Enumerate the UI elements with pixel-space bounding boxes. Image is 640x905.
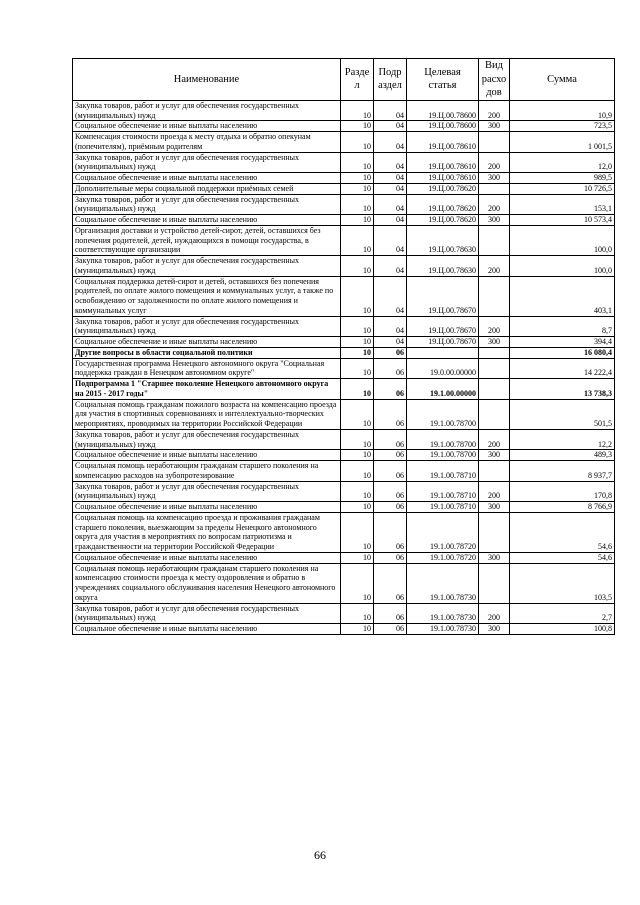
- cell-razdel: 10: [341, 256, 374, 277]
- cell-razdel: 10: [341, 502, 374, 513]
- cell-target-article: 19.0.00.00000: [407, 358, 479, 379]
- header-sum: Сумма: [510, 59, 615, 101]
- cell-podrazdel: 06: [374, 603, 407, 624]
- cell-sum: 403,1: [510, 276, 615, 316]
- cell-sum: 16 080,4: [510, 347, 615, 358]
- cell-target-article: 19.1.00.78710: [407, 461, 479, 482]
- table-row: [73, 173, 615, 184]
- cell-razdel: 10: [341, 194, 374, 215]
- cell-sum: 1 001,5: [510, 132, 615, 153]
- cell-target-article: 19.Ц.00.78670: [407, 337, 479, 348]
- cell-target-article: 19.1.00.78730: [407, 563, 479, 603]
- cell-target-article: 19.Ц.00.78610: [407, 152, 479, 173]
- cell-sum: 489,3: [510, 450, 615, 461]
- cell-podrazdel: 06: [374, 429, 407, 450]
- table-row: [73, 152, 615, 173]
- cell-sum: 153,1: [510, 194, 615, 215]
- cell-razdel: 10: [341, 450, 374, 461]
- cell-razdel: 10: [341, 121, 374, 132]
- cell-target-article: 19.1.00.78700: [407, 450, 479, 461]
- cell-razdel: 10: [341, 173, 374, 184]
- cell-razdel: 10: [341, 379, 374, 400]
- cell-razdel: 10: [341, 152, 374, 173]
- cell-expense-type: 200: [479, 100, 510, 121]
- cell-razdel: 10: [341, 225, 374, 255]
- header-expense-type: Вид расхо дов: [479, 59, 510, 101]
- cell-sum: 100,0: [510, 256, 615, 277]
- cell-sum: 170,8: [510, 481, 615, 502]
- cell-podrazdel: 04: [374, 316, 407, 337]
- cell-podrazdel: 04: [374, 225, 407, 255]
- cell-podrazdel: 06: [374, 481, 407, 502]
- cell-podrazdel: 04: [374, 276, 407, 316]
- cell-sum: 2,7: [510, 603, 615, 624]
- cell-sum: 8,7: [510, 316, 615, 337]
- table-row: [73, 379, 615, 400]
- cell-razdel: 10: [341, 316, 374, 337]
- cell-target-article: 19.Ц.00.78630: [407, 256, 479, 277]
- cell-sum: 12,0: [510, 152, 615, 173]
- cell-name: Социальная помощь неработающим гражданам старшего поколения на компенсацию стоимости проезда к месту оздоровления и обратно в учреждениях социального обслуживания населения Ненецкого автономного округа: [73, 563, 341, 603]
- cell-sum: 103,5: [510, 563, 615, 603]
- cell-expense-type: 200: [479, 256, 510, 277]
- cell-sum: 10,9: [510, 100, 615, 121]
- cell-expense-type: 300: [479, 215, 510, 226]
- cell-name: Социальное обеспечение и иные выплаты населению: [73, 624, 341, 635]
- cell-podrazdel: 04: [374, 173, 407, 184]
- cell-target-article: [407, 347, 479, 358]
- cell-podrazdel: 04: [374, 132, 407, 153]
- cell-expense-type: [479, 399, 510, 429]
- cell-podrazdel: 04: [374, 121, 407, 132]
- cell-expense-type: 300: [479, 552, 510, 563]
- cell-razdel: 10: [341, 552, 374, 563]
- cell-name: Социальное обеспечение и иные выплаты населению: [73, 173, 341, 184]
- cell-sum: 54,6: [510, 512, 615, 552]
- cell-expense-type: 200: [479, 429, 510, 450]
- cell-podrazdel: 04: [374, 256, 407, 277]
- cell-name: Государственная программа Ненецкого автономного округа "Социальная поддержка граждан в Ненецком автономном округе": [73, 358, 341, 379]
- table-row: [73, 194, 615, 215]
- cell-sum: 100,8: [510, 624, 615, 635]
- cell-sum: 12,2: [510, 429, 615, 450]
- cell-podrazdel: 04: [374, 194, 407, 215]
- cell-name: Социальная поддержка детей-сирот и детей, оставшихся без попечения родителей, по оплате жилого помещения и коммунальных услуг, а также по освобождению от задолженности по оплате жилого помещения и коммунальных услуг: [73, 276, 341, 316]
- cell-target-article: 19.Ц.00.78610: [407, 132, 479, 153]
- cell-sum: 54,6: [510, 552, 615, 563]
- cell-target-article: 19.Ц.00.78670: [407, 276, 479, 316]
- cell-podrazdel: 06: [374, 347, 407, 358]
- cell-name: Социальное обеспечение и иные выплаты населению: [73, 121, 341, 132]
- table-row: [73, 347, 615, 358]
- cell-expense-type: [479, 461, 510, 482]
- table-row: [73, 399, 615, 429]
- cell-name: Социальное обеспечение и иные выплаты населению: [73, 502, 341, 513]
- cell-razdel: 10: [341, 461, 374, 482]
- cell-expense-type: [479, 347, 510, 358]
- cell-target-article: 19.Ц.00.78630: [407, 225, 479, 255]
- table-row: [73, 316, 615, 337]
- cell-expense-type: 200: [479, 603, 510, 624]
- cell-razdel: 10: [341, 399, 374, 429]
- cell-podrazdel: 04: [374, 183, 407, 194]
- cell-expense-type: [479, 379, 510, 400]
- cell-name: Закупка товаров, работ и услуг для обеспечения государственных (муниципальных) нужд: [73, 429, 341, 450]
- cell-expense-type: 300: [479, 624, 510, 635]
- cell-podrazdel: 06: [374, 399, 407, 429]
- cell-name: Социальное обеспечение и иные выплаты населению: [73, 552, 341, 563]
- cell-expense-type: [479, 225, 510, 255]
- table-row: [73, 563, 615, 603]
- cell-name: Социальное обеспечение и иные выплаты населению: [73, 450, 341, 461]
- cell-target-article: 19.Ц.00.78620: [407, 215, 479, 226]
- table-row: [73, 502, 615, 513]
- table-row: [73, 624, 615, 635]
- table-body: [73, 100, 615, 634]
- cell-razdel: 10: [341, 624, 374, 635]
- cell-target-article: 19.1.00.78700: [407, 429, 479, 450]
- header-name: Наименование: [73, 59, 341, 101]
- table-row: [73, 552, 615, 563]
- header-row: [73, 59, 615, 101]
- cell-expense-type: 300: [479, 173, 510, 184]
- cell-expense-type: [479, 512, 510, 552]
- cell-expense-type: [479, 563, 510, 603]
- cell-target-article: 19.Ц.00.78600: [407, 100, 479, 121]
- cell-expense-type: 200: [479, 481, 510, 502]
- cell-name: Компенсация стоимости проезда к месту отдыха и обратно опекунам (попечителям), приёмным родителям: [73, 132, 341, 153]
- cell-sum: 989,5: [510, 173, 615, 184]
- table-row: [73, 450, 615, 461]
- cell-podrazdel: 04: [374, 215, 407, 226]
- cell-name: Закупка товаров, работ и услуг для обеспечения государственных (муниципальных) нужд: [73, 481, 341, 502]
- cell-sum: 394,4: [510, 337, 615, 348]
- cell-name: Закупка товаров, работ и услуг для обеспечения государственных (муниципальных) нужд: [73, 100, 341, 121]
- table-row: [73, 358, 615, 379]
- header-target-article: Целевая статья: [407, 59, 479, 101]
- cell-target-article: 19.1.00.78720: [407, 512, 479, 552]
- cell-expense-type: 300: [479, 502, 510, 513]
- cell-name: Закупка товаров, работ и услуг для обеспечения государственных (муниципальных) нужд: [73, 603, 341, 624]
- cell-name: Закупка товаров, работ и услуг для обеспечения государственных (муниципальных) нужд: [73, 316, 341, 337]
- cell-podrazdel: 04: [374, 100, 407, 121]
- table-row: [73, 276, 615, 316]
- table-row: [73, 603, 615, 624]
- cell-expense-type: 300: [479, 450, 510, 461]
- cell-target-article: 19.1.00.78710: [407, 481, 479, 502]
- cell-sum: 8 937,7: [510, 461, 615, 482]
- cell-podrazdel: 06: [374, 552, 407, 563]
- cell-podrazdel: 06: [374, 512, 407, 552]
- cell-razdel: 10: [341, 563, 374, 603]
- cell-podrazdel: 06: [374, 461, 407, 482]
- cell-name: Дополнительные меры социальной поддержки приёмных семей: [73, 183, 341, 194]
- table-row: [73, 215, 615, 226]
- table-row: [73, 481, 615, 502]
- cell-razdel: 10: [341, 337, 374, 348]
- table-row: [73, 132, 615, 153]
- page-number: 66: [314, 848, 326, 862]
- cell-sum: 723,5: [510, 121, 615, 132]
- cell-name: Подпрограмма 1 "Старшее поколение Ненецкого автономного округа на 2015 - 2017 годы": [73, 379, 341, 400]
- cell-razdel: 10: [341, 215, 374, 226]
- cell-name: Организация доставки и устройство детей-сирот, детей, оставшихся без попечения родителей, детей, нуждающихся в помощи государства, в соответствующие организации: [73, 225, 341, 255]
- cell-expense-type: 200: [479, 316, 510, 337]
- cell-razdel: 10: [341, 512, 374, 552]
- table-row: [73, 100, 615, 121]
- cell-target-article: 19.1.00.78720: [407, 552, 479, 563]
- cell-target-article: 19.1.00.78730: [407, 603, 479, 624]
- cell-expense-type: 300: [479, 337, 510, 348]
- cell-name: Другие вопросы в области социальной политики: [73, 347, 341, 358]
- cell-name: Социальное обеспечение и иные выплаты населению: [73, 215, 341, 226]
- cell-podrazdel: 06: [374, 502, 407, 513]
- cell-razdel: 10: [341, 100, 374, 121]
- cell-target-article: 19.Ц.00.78670: [407, 316, 479, 337]
- table-row: [73, 429, 615, 450]
- cell-razdel: 10: [341, 429, 374, 450]
- cell-razdel: 10: [341, 276, 374, 316]
- cell-name: Социальная помощь на компенсацию проезда и проживания гражданам старшего поколения, выезжающим за пределы Ненецкого автономного округа для участия в мероприятиях по вопросам патриотизма и гражданственности на территории Российской Федерации: [73, 512, 341, 552]
- cell-podrazdel: 06: [374, 450, 407, 461]
- cell-podrazdel: 06: [374, 358, 407, 379]
- table-row: [73, 461, 615, 482]
- budget-table: [72, 58, 615, 635]
- cell-name: Закупка товаров, работ и услуг для обеспечения государственных (муниципальных) нужд: [73, 194, 341, 215]
- cell-razdel: 10: [341, 132, 374, 153]
- cell-target-article: 19.1.00.78730: [407, 624, 479, 635]
- cell-target-article: 19.Ц.00.78620: [407, 194, 479, 215]
- header-razdel: Разде л: [341, 59, 374, 101]
- cell-razdel: 10: [341, 358, 374, 379]
- cell-podrazdel: 04: [374, 152, 407, 173]
- cell-expense-type: [479, 183, 510, 194]
- cell-podrazdel: 06: [374, 563, 407, 603]
- table-row: [73, 256, 615, 277]
- cell-razdel: 10: [341, 347, 374, 358]
- header-podrazdel: Подр аздел: [374, 59, 407, 101]
- cell-name: Социальная помощь гражданам пожилого возраста на компенсацию проезда для участия в спортивных соревнованиях и интеллектуально-творческих мероприятиях, проводимых на территории Российской Федерации: [73, 399, 341, 429]
- cell-expense-type: [479, 358, 510, 379]
- table-row: [73, 512, 615, 552]
- table-row: [73, 183, 615, 194]
- cell-expense-type: 200: [479, 194, 510, 215]
- cell-razdel: 10: [341, 603, 374, 624]
- cell-target-article: 19.1.00.78700: [407, 399, 479, 429]
- table-row: [73, 337, 615, 348]
- cell-podrazdel: 06: [374, 624, 407, 635]
- cell-razdel: 10: [341, 183, 374, 194]
- cell-target-article: 19.Ц.00.78600: [407, 121, 479, 132]
- cell-target-article: 19.Ц.00.78620: [407, 183, 479, 194]
- cell-expense-type: [479, 132, 510, 153]
- cell-sum: 8 766,9: [510, 502, 615, 513]
- cell-target-article: 19.Ц.00.78610: [407, 173, 479, 184]
- cell-target-article: 19.1.00.78710: [407, 502, 479, 513]
- cell-name: Социальное обеспечение и иные выплаты населению: [73, 337, 341, 348]
- cell-sum: 10 573,4: [510, 215, 615, 226]
- cell-target-article: 19.1.00.00000: [407, 379, 479, 400]
- cell-podrazdel: 06: [374, 379, 407, 400]
- table-header: [73, 59, 615, 101]
- cell-expense-type: 200: [479, 152, 510, 173]
- cell-sum: 100,0: [510, 225, 615, 255]
- cell-name: Закупка товаров, работ и услуг для обеспечения государственных (муниципальных) нужд: [73, 256, 341, 277]
- table-row: [73, 121, 615, 132]
- cell-expense-type: [479, 276, 510, 316]
- cell-name: Социальная помощь неработающим гражданам старшего поколения на компенсацию расходов на зубопротезирование: [73, 461, 341, 482]
- cell-sum: 10 726,5: [510, 183, 615, 194]
- cell-podrazdel: 04: [374, 337, 407, 348]
- cell-expense-type: 300: [479, 121, 510, 132]
- cell-razdel: 10: [341, 481, 374, 502]
- cell-sum: 13 738,3: [510, 379, 615, 400]
- cell-sum: 14 222,4: [510, 358, 615, 379]
- cell-sum: 501,5: [510, 399, 615, 429]
- table-row: [73, 225, 615, 255]
- cell-name: Закупка товаров, работ и услуг для обеспечения государственных (муниципальных) нужд: [73, 152, 341, 173]
